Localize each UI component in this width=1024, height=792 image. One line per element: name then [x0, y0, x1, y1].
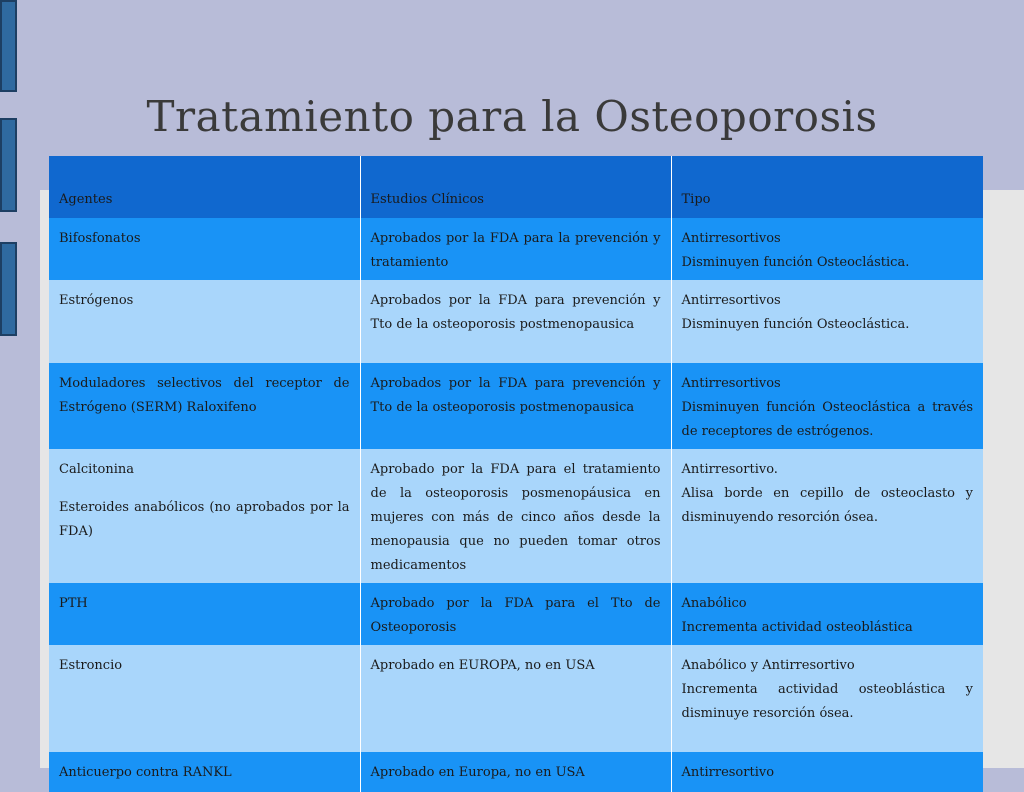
- type-cell: Antirresortivo: [671, 752, 983, 792]
- type-cell: Anabólico Incrementa actividad osteoblástica: [671, 583, 983, 645]
- agent-cell: Moduladores selectivos del receptor de Estrógeno (SERM) Raloxifeno: [49, 363, 360, 449]
- table-row: [49, 449, 983, 583]
- studies-cell: Aprobado en EUROPA, no en USA: [360, 645, 671, 752]
- type-cell: Antirresortivo. Alisa borde en cepillo de osteoclasto y disminuyendo resorción ósea.: [671, 449, 983, 583]
- table-row: [49, 645, 983, 752]
- agent-cell: PTH: [49, 583, 360, 645]
- agent-cell: Anticuerpo contra RANKL: [49, 752, 360, 792]
- agent-cell: Bifosfonatos: [49, 218, 360, 280]
- treatment-table: [49, 156, 983, 792]
- studies-cell: Aprobados por la FDA para prevención y Tto de la osteoporosis postmenopausica: [360, 280, 671, 363]
- table-header-row: [49, 156, 983, 218]
- type-cell: Antirresortivos Disminuyen función Osteoclástica.: [671, 218, 983, 280]
- studies-cell: Aprobado por la FDA para el Tto de Osteoporosis: [360, 583, 671, 645]
- table-row: [49, 752, 983, 792]
- type-cell: Anabólico y Antirresortivo Incrementa actividad osteoblástica y disminuye resorción ósea.: [671, 645, 983, 752]
- agent-cell: Estroncio: [49, 645, 360, 752]
- side-decoration-bar: [0, 0, 17, 92]
- header-agents: Agentes: [49, 156, 360, 218]
- table-row: [49, 583, 983, 645]
- studies-cell: Aprobados por la FDA para prevención y Tto de la osteoporosis postmenopausica: [360, 363, 671, 449]
- studies-cell: Aprobado en Europa, no en USA: [360, 752, 671, 792]
- studies-cell: Aprobado por la FDA para el tratamiento de la osteoporosis posmenopáusica en mujeres con más de cinco años desde la menopausia que no pueden tomar otros medicamentos: [360, 449, 671, 583]
- header-type: Tipo: [671, 156, 983, 218]
- agent-cell: Estrógenos: [49, 280, 360, 363]
- type-cell: Antirresortivos Disminuyen función Osteoclástica.: [671, 280, 983, 363]
- table-row: [49, 280, 983, 363]
- agent-cell: Calcitonina Esteroides anabólicos (no aprobados por la FDA): [49, 449, 360, 583]
- studies-cell: Aprobados por la FDA para la prevención y tratamiento: [360, 218, 671, 280]
- table-row: [49, 218, 983, 280]
- header-clinical-studies: Estudios Clínicos: [360, 156, 671, 218]
- table-row: [49, 363, 983, 449]
- slide-title: Tratamiento para la Osteoporosis: [146, 92, 878, 141]
- side-decoration-bar: [0, 242, 17, 336]
- type-cell: Antirresortivos Disminuyen función Osteoclástica a través de receptores de estrógenos.: [671, 363, 983, 449]
